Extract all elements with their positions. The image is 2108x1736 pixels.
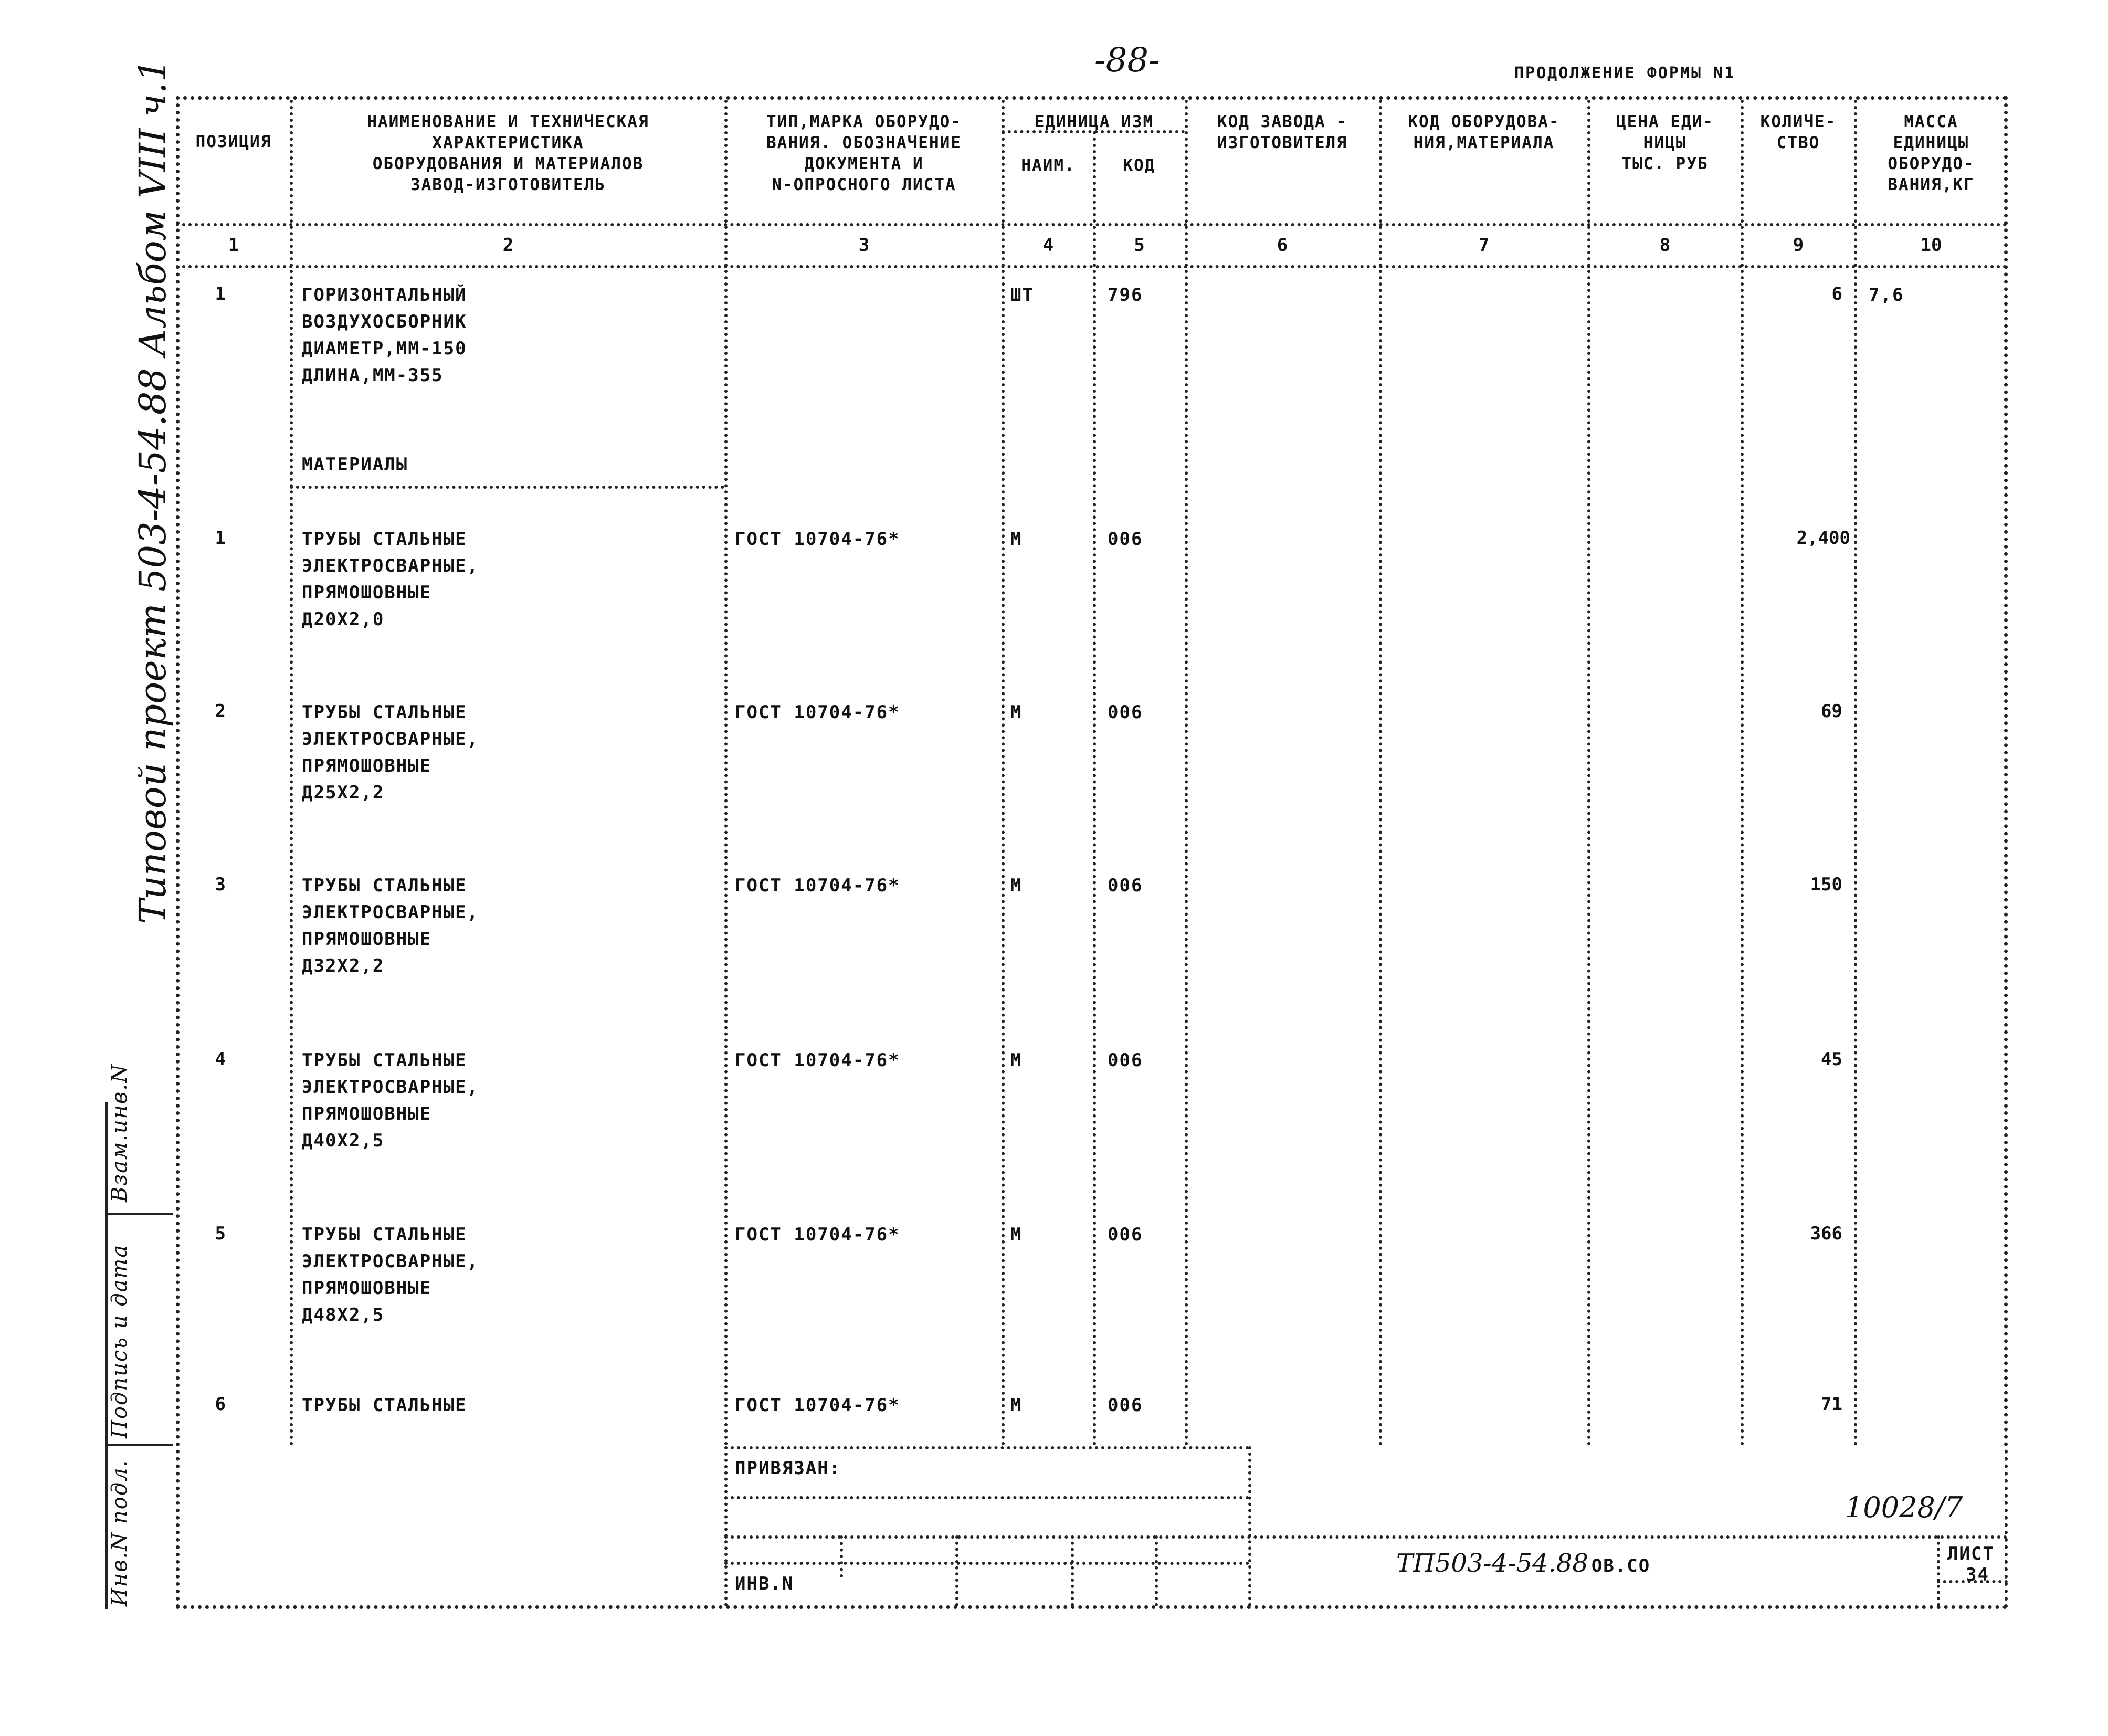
col-header-3: ТИП,МАРКА ОБОРУДО- ВАНИЯ. ОБОЗНАЧЕНИЕ ДОКУМЕНТА И N-ОПРОСНОГО ЛИСТА — [766, 112, 962, 194]
title-block-line — [840, 1535, 843, 1577]
title-block-line — [1155, 1535, 1158, 1606]
name-cell: ТРУБЫ СТАЛЬНЫЕ ЭЛЕКТРОСВАРНЫЕ, ПРЯМОШОВНЫЕ Д25Х2,2 — [302, 702, 479, 803]
position-cell: 1 — [215, 528, 226, 549]
name-cell: ТРУБЫ СТАЛЬНЫЕ — [302, 1395, 467, 1416]
code-cell: 006 — [1108, 529, 1143, 550]
stamp-box — [105, 1102, 176, 1609]
quantity-cell: 2,400 — [1796, 528, 1850, 549]
col-header-4: НАИМ. — [1021, 156, 1076, 175]
document-cell: ГОСТ 10704-76* — [735, 1395, 900, 1416]
title-block-line — [955, 1535, 958, 1606]
col-line — [1379, 100, 1382, 1446]
col-header-10: МАССА ЕДИНИЦЫ ОБОРУДО- ВАНИЯ,КГ — [1888, 112, 1975, 194]
sheet-number: 34 — [1966, 1564, 1989, 1585]
code-cell: 006 — [1108, 1395, 1143, 1416]
title-block-line — [1937, 1535, 1940, 1606]
document-cell: ГОСТ 10704-76* — [735, 702, 900, 723]
materials-underline — [290, 486, 724, 489]
privyazan-label: ПРИВЯЗАН: — [735, 1458, 841, 1479]
col-header-9: КОЛИЧЕ- СТВО — [1760, 112, 1837, 152]
quantity-cell: 45 — [1821, 1049, 1842, 1070]
col-number: 7 — [1478, 235, 1490, 256]
col-header-1: ПОЗИЦИЯ — [195, 132, 272, 151]
form-title: ПРОДОЛЖЕНИЕ ФОРМЫ N1 — [1514, 64, 1736, 82]
col-header-5: КОД — [1123, 156, 1156, 175]
name-cell: ТРУБЫ СТАЛЬНЫЕ ЭЛЕКТРОСВАРНЫЕ, ПРЯМОШОВНЫЕ Д48Х2,5 — [302, 1224, 479, 1325]
title-block-line — [1248, 1446, 1251, 1606]
unit-cell: М — [1010, 702, 1023, 723]
col-number: 8 — [1659, 235, 1671, 256]
col-number: 9 — [1793, 235, 1804, 256]
col-number: 3 — [858, 235, 870, 256]
name-cell: ТРУБЫ СТАЛЬНЫЕ ЭЛЕКТРОСВАРНЫЕ, ПРЯМОШОВНЫЕ Д40Х2,5 — [302, 1050, 479, 1151]
archive-number: 10028/7 — [1845, 1491, 1963, 1524]
stamp-divider-2 — [105, 1444, 173, 1446]
position-cell: 6 — [215, 1394, 226, 1415]
col-line — [290, 100, 293, 1446]
stamp-inv-label: Инв.N подл. — [108, 1459, 132, 1606]
col-number: 2 — [502, 235, 514, 256]
code-cell: 006 — [1108, 1050, 1143, 1071]
col-header-2: НАИМЕНОВАНИЕ И ТЕХНИЧЕСКАЯ ХАРАКТЕРИСТИКА ОБОРУДОВАНИЯ И МАТЕРИАЛОВ ЗАВОД-ИЗГОТОВИТЕЛЬ — [367, 112, 649, 194]
mass-cell: 7,6 — [1869, 285, 1904, 306]
col-line — [724, 100, 728, 1446]
col-number: 10 — [1920, 235, 1942, 256]
code-cell: 006 — [1108, 875, 1143, 896]
unit-cell: М — [1010, 1050, 1023, 1071]
unit-cell: ШТ — [1010, 285, 1034, 306]
title-block-line — [1071, 1535, 1074, 1606]
code-cell: 796 — [1108, 285, 1143, 306]
unit-cell: М — [1010, 529, 1023, 550]
document-cell: ГОСТ 10704-76* — [735, 1050, 900, 1071]
document-cell: ГОСТ 10704-76* — [735, 875, 900, 896]
quantity-cell: 366 — [1810, 1223, 1842, 1244]
col-number: 4 — [1042, 235, 1054, 256]
quantity-cell: 69 — [1821, 701, 1842, 722]
unit-cell: М — [1010, 1224, 1023, 1245]
sheet-label: ЛИСТ — [1947, 1543, 1995, 1564]
col-line — [1741, 100, 1744, 1446]
code-cell: 006 — [1108, 1224, 1143, 1245]
header-line — [176, 265, 2008, 268]
position-cell: 4 — [215, 1049, 226, 1070]
quantity-cell: 150 — [1810, 874, 1842, 895]
col-line — [1093, 131, 1096, 1446]
name-cell: ТРУБЫ СТАЛЬНЫЕ ЭЛЕКТРОСВАРНЫЕ, ПРЯМОШОВНЫЕ Д20Х2,0 — [302, 529, 479, 630]
title-block-cover — [732, 1446, 2005, 1604]
document-cell: ГОСТ 10704-76* — [735, 1224, 900, 1245]
col-number: 5 — [1134, 235, 1145, 256]
unit-cell: М — [1010, 875, 1023, 896]
col-header-6: КОД ЗАВОДА - ИЗГОТОВИТЕЛЯ — [1217, 112, 1347, 152]
title-block-line — [724, 1535, 2008, 1539]
col-number: 1 — [228, 235, 239, 256]
name-cell: ГОРИЗОНТАЛЬНЫЙ ВОЗДУХОСБОРНИК ДИАМЕТР,ММ-150 ДЛИНА,ММ-355 — [302, 285, 467, 386]
document-code: ТП503-4-54.88 ОВ.СО — [1396, 1549, 1651, 1578]
stamp-replace-label: Взам.инв.N — [108, 1063, 132, 1202]
project-label: Типовой проект 503-4-54.88 Альбом VIII ч.1 — [131, 58, 174, 924]
col-number: 6 — [1277, 235, 1288, 256]
document-cell: ГОСТ 10704-76* — [735, 529, 900, 550]
title-block-line — [724, 1496, 1249, 1499]
header-line — [176, 223, 2008, 226]
quantity-cell: 71 — [1821, 1394, 1842, 1415]
unit-cell: М — [1010, 1395, 1023, 1416]
inventory-label: ИНВ.N — [735, 1573, 794, 1594]
col-header-7: КОД ОБОРУДОВА- НИЯ,МАТЕРИАЛА — [1408, 112, 1560, 152]
col-line — [1854, 100, 1857, 1446]
col-line — [1002, 100, 1005, 1446]
col-line — [1185, 100, 1188, 1446]
quantity-cell: 6 — [1831, 283, 1842, 304]
col-line — [1587, 100, 1590, 1446]
position-cell: 5 — [215, 1223, 226, 1244]
position-cell: 1 — [215, 283, 226, 304]
title-block-line — [724, 1562, 1249, 1565]
page-number: -88- — [1094, 41, 1160, 80]
position-cell: 2 — [215, 701, 226, 722]
col-header-4-group: ЕДИНИЦА ИЗМ — [1034, 112, 1154, 131]
stamp-divider-1 — [105, 1213, 173, 1215]
col-header-8: ЦЕНА ЕДИ- НИЦЫ ТЫС. РУБ — [1616, 112, 1714, 173]
code-cell: 006 — [1108, 702, 1143, 723]
section-title: МАТЕРИАЛЫ — [302, 454, 408, 475]
position-cell: 3 — [215, 874, 226, 895]
stamp-signature-label: Подпись и дата — [108, 1244, 132, 1438]
title-block-line — [724, 1446, 728, 1606]
title-block-line — [724, 1446, 1249, 1449]
name-cell: ТРУБЫ СТАЛЬНЫЕ ЭЛЕКТРОСВАРНЫЕ, ПРЯМОШОВНЫЕ Д32Х2,2 — [302, 875, 479, 976]
